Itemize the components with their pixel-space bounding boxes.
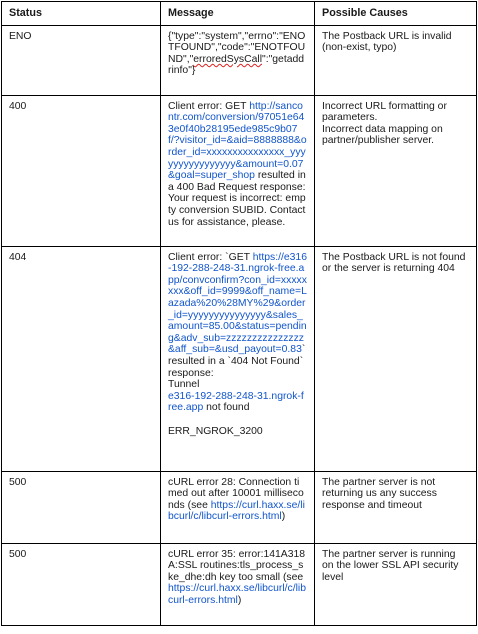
status-cell: 500 <box>2 471 161 543</box>
message-cell <box>161 95 315 246</box>
table-row <box>2 95 477 246</box>
causes-cell: The partner server is not returning us any success response and timeout <box>315 471 477 543</box>
table-row <box>2 471 477 543</box>
postback-url-link[interactable]: https://e316-192-288-248-31.ngrok-free.app/convconfirm?con_id=xxxxxxxx&off_id=9999&off_name=Lazada%20%28MY%29&order_id=yyyyyyyyyyyyyyy&sales_amount=85.00&status=pending&adv_sub=zzzzzzzzzzzzzzz&aff_sub=&usd_payout=0.83 <box>168 251 307 356</box>
status-cell: 500 <box>2 543 161 625</box>
table-row <box>2 543 477 625</box>
message-cell <box>161 25 315 95</box>
message-cell <box>161 246 315 471</box>
header-possible-causes: Possible Causes <box>315 2 477 26</box>
message-text: resulted in a 400 Bad Request response: Your request is incorrect: empty conversion SUBID. Contact us for assistance, please. <box>168 170 306 228</box>
header-status: Status <box>2 2 161 26</box>
message-text: not found ERR_NGROK_3200 <box>168 402 263 437</box>
message-text: ` resulted in a `404 Not Found` response: Tunnel <box>168 344 306 391</box>
message-text: cURL error 28: Connection timed out after 10001 milliseconds (see <box>168 476 304 511</box>
table-row <box>2 25 477 95</box>
status-cell: 404 <box>2 246 161 471</box>
message-text: ) <box>281 511 286 523</box>
table-row <box>2 246 477 471</box>
curl-errors-link[interactable]: https://curl.haxx.se/libcurl/c/libcurl-errors.html <box>168 583 307 606</box>
message-text: {"type":"system","errno":"ENOTFOUND","code":"ENOTFOUND"," <box>168 30 306 65</box>
message-text: ":"getaddrinfo"} <box>168 53 305 77</box>
postback-url-link[interactable]: http://sancontr.com/conversion/97051e643e0f40b28195ede985c9b07f/?visitor_id=&aid=8888888&order_id=xxxxxxxxxxxxxxx_yyyyyyyyyyyyyyyy&amount=0.07&goal=super_shop <box>168 100 307 182</box>
causes-cell: The Postback URL is not found or the server is returning 404 <box>315 246 477 471</box>
causes-cell: The partner server is running on the lower SSL API security level <box>315 543 477 625</box>
message-cell <box>161 471 315 543</box>
causes-cell: The Postback URL is invalid (non-exist, typo) <box>315 25 477 95</box>
causes-cell: Incorrect URL formatting or parameters. Incorrect data mapping on partner/publisher server. <box>315 95 477 246</box>
message-text: Client error: GET <box>168 100 250 112</box>
status-cell: 400 <box>2 95 161 246</box>
message-text: ) <box>237 594 242 606</box>
message-text: Client error: `GET <box>168 251 253 263</box>
error-causes-table <box>1 1 477 626</box>
spellcheck-flagged-text: erroredSysCall <box>193 53 262 65</box>
header-message: Message <box>161 2 315 26</box>
header-row <box>2 2 477 26</box>
curl-errors-link[interactable]: https://curl.haxx.se/libcurl/c/libcurl-errors.html <box>168 499 305 523</box>
tunnel-host-link[interactable]: e316-192-288-248-31.ngrok-free.app <box>168 390 304 414</box>
status-cell: ENO <box>2 25 161 95</box>
message-cell <box>161 543 315 625</box>
message-text: cURL error 35: error:141A318A:SSL routines:tls_process_ske_dhe:dh key too small (see <box>168 548 306 583</box>
